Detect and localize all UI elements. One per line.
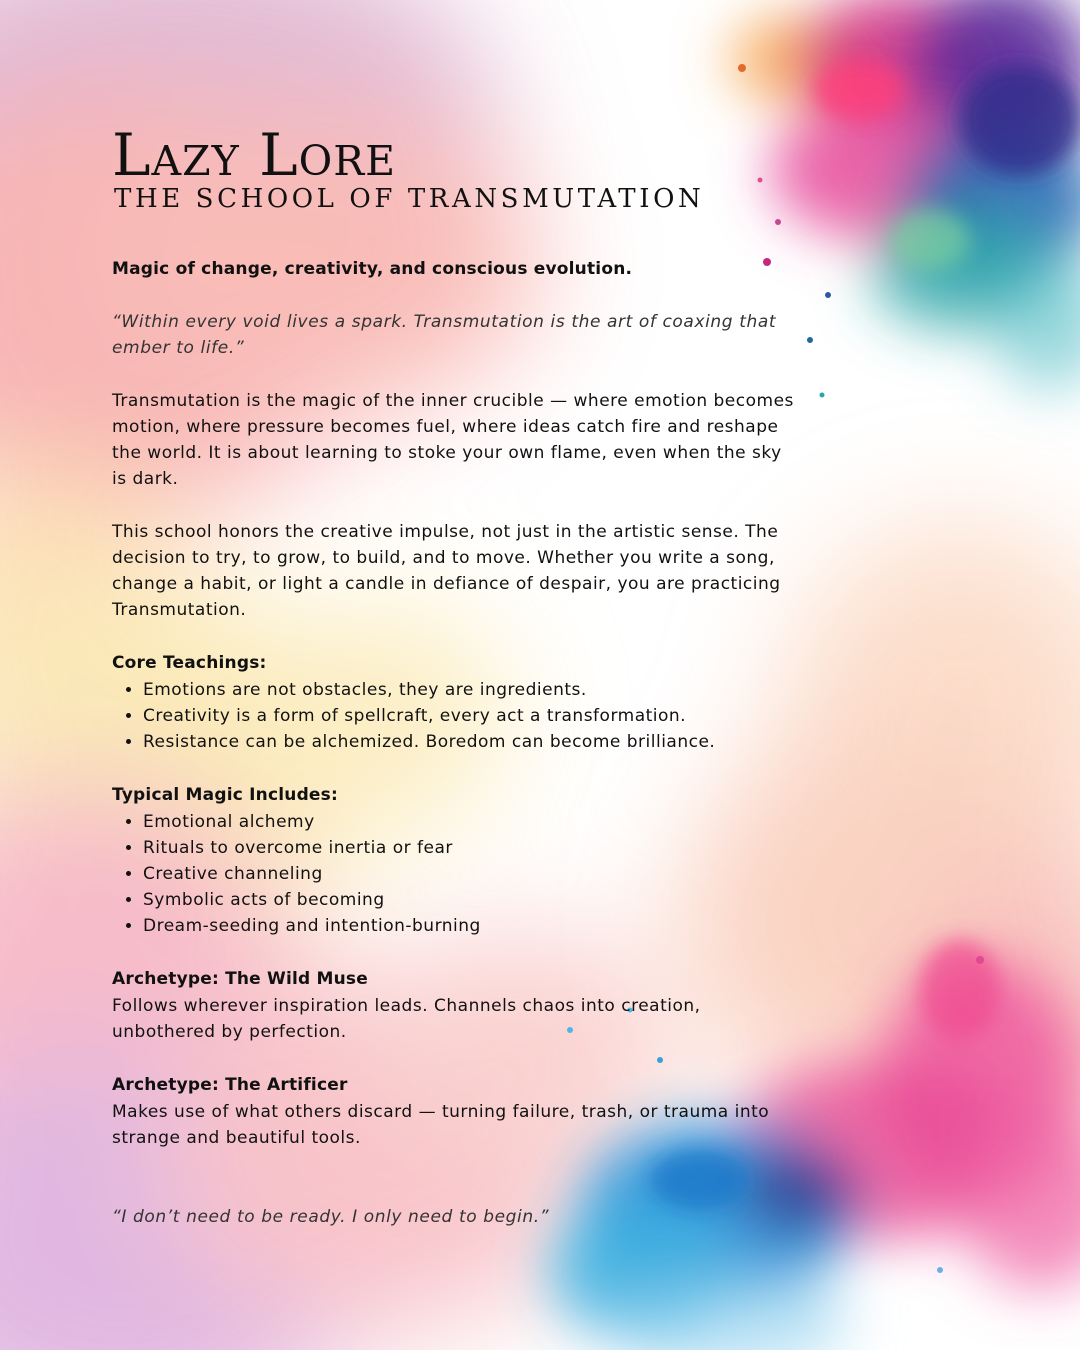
typical-magic-list bbox=[112, 809, 802, 939]
brand-title: Lazy Lore bbox=[112, 121, 397, 189]
list-item: • Creativity is a form of spellcraft, every act a transformation. bbox=[143, 703, 802, 729]
opening-quote: “Within every void lives a spark. Transmutation is the art of coaxing that ember to life.” bbox=[112, 312, 777, 358]
archetype-artificer-description: Makes use of what others discard — turning failure, trash, or trauma into strange and beautiful tools. bbox=[112, 1102, 770, 1148]
list-item: • Symbolic acts of becoming bbox=[143, 887, 802, 913]
list-item: • Emotional alchemy bbox=[143, 809, 802, 835]
closing-quote: “I don’t need to be ready. I only need to begin.” bbox=[112, 1207, 550, 1227]
list-item: • Rituals to overcome inertia or fear bbox=[143, 835, 802, 861]
main-content bbox=[112, 122, 802, 1230]
list-item: • Dream-seeding and intention-burning bbox=[143, 913, 802, 939]
intro-paragraph: Transmutation is the magic of the inner crucible — where emotion becomes motion, where pressure becomes fuel, where ideas catch fire and reshape the world. It is about learning to stoke your own flame, even when the sky is dark. bbox=[112, 391, 794, 489]
archetype-wild-muse-description: Follows wherever inspiration leads. Channels chaos into creation, unbothered by perfection. bbox=[112, 996, 701, 1042]
page-subtitle: THE SCHOOL OF TRANSMUTATION bbox=[114, 184, 705, 214]
core-teachings-list bbox=[112, 677, 802, 755]
core-teachings-heading: Core Teachings: bbox=[112, 653, 267, 673]
creative-paragraph: This school honors the creative impulse, not just in the artistic sense. The decision to try, to grow, to build, and to move. Whether you write a song, change a habit, or light a candle in defiance of despair, you are practicing Transmutation. bbox=[112, 522, 781, 620]
list-item: • Creative channeling bbox=[143, 861, 802, 887]
typical-magic-heading: Typical Magic Includes: bbox=[112, 785, 338, 805]
tagline: Magic of change, creativity, and conscious evolution. bbox=[112, 259, 633, 279]
list-item: • Resistance can be alchemized. Boredom can become brilliance. bbox=[143, 729, 802, 755]
archetype-wild-muse-heading: Archetype: The Wild Muse bbox=[112, 969, 368, 989]
archetype-artificer-heading: Archetype: The Artificer bbox=[112, 1075, 348, 1095]
list-item: • Emotions are not obstacles, they are ingredients. bbox=[143, 677, 802, 703]
